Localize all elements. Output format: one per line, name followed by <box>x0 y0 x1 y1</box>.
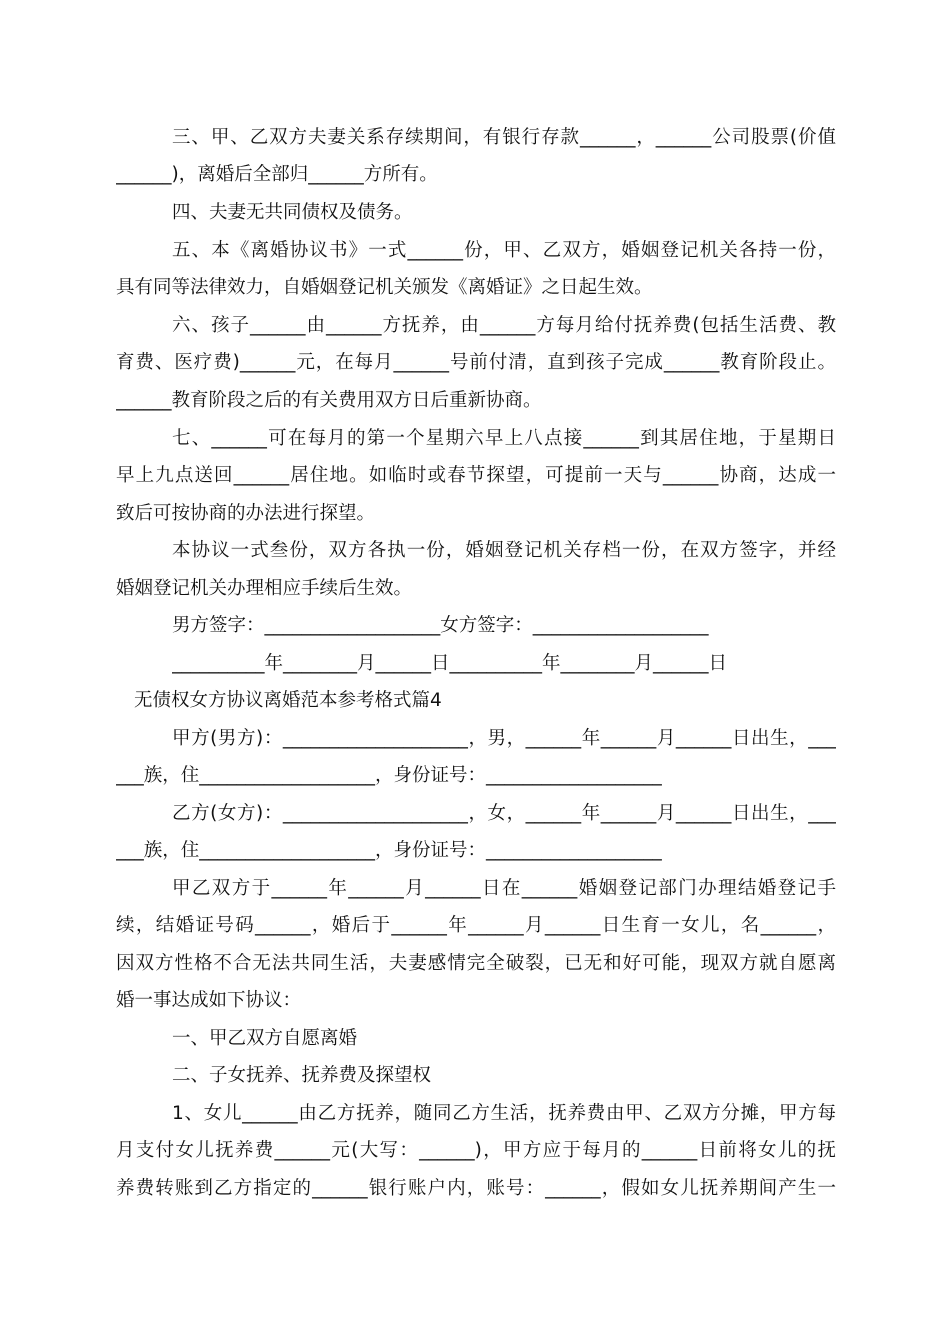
date-line: __________年________月______日__________年________月______日 <box>172 653 728 674</box>
text-line: 月支付女儿抚养费______元(大写：______)，甲方应于每月的______日前将女儿的抚 <box>116 1140 836 1161</box>
text-line: 六、孩子______由______方抚养，由______方每月给付抚养费(包括生活费、教 <box>172 315 836 336</box>
text-line: 婚姻登记机关办理相应手续后生效。 <box>116 578 413 599</box>
text-line: 一、甲乙双方自愿离婚 <box>172 1028 358 1049</box>
text-line: ______教育阶段之后的有关费用双方日后重新协商。 <box>116 390 542 411</box>
text-line: 甲乙双方于______年______月______日在______婚姻登记部门办理结婚登记手 <box>172 878 836 899</box>
text-line: ______)，离婚后全部归______方所有。 <box>116 164 438 185</box>
text-line: 甲方(男方)：____________________，男，______年______月______日出生，___ <box>172 728 836 749</box>
text-line: 因双方性格不合无法共同生活，夫妻感情完全破裂，已无和好可能，现双方就自愿离 <box>116 953 836 974</box>
text-line: 本协议一式叁份，双方各执一份，婚姻登记机关存档一份，在双方签字，并经 <box>172 540 836 561</box>
text-line: ___族，住___________________，身份证号：___________________ <box>116 765 662 786</box>
text-line: 具有同等法律效力，自婚姻登记机关颁发《离婚证》之日起生效。 <box>116 277 653 298</box>
text-line: 二、子女抚养、抚养费及探望权 <box>172 1065 432 1086</box>
text-line: 婚一事达成如下协议： <box>116 990 302 1011</box>
text-line: 七、______可在每月的第一个星期六早上八点接______到其居住地，于星期日 <box>172 428 836 449</box>
text-line: ___族，住___________________，身份证号：___________________ <box>116 840 662 861</box>
text-line: 致后可按协商的办法进行探望。 <box>116 503 376 524</box>
text-line: 早上九点送回______居住地。如临时或春节探望，可提前一天与______协商，达成一 <box>116 465 836 486</box>
section-title: 无债权女方协议离婚范本参考格式篇4 <box>134 690 442 711</box>
text-line: 养费转账到乙方指定的______银行账户内，账号：______，假如女儿抚养期间产生一 <box>116 1178 836 1199</box>
text-line: 四、夫妻无共同债权及债务。 <box>172 202 413 223</box>
text-line: 乙方(女方)：____________________，女，______年______月______日出生，___ <box>172 803 836 824</box>
text-line: 三、甲、乙双方夫妻关系存续期间，有银行存款______，______公司股票(价值 <box>172 127 836 148</box>
text-line: 1、女儿______由乙方抚养，随同乙方生活，抚养费由甲、乙双方分摊，甲方每 <box>172 1103 836 1124</box>
text-line: 育费、医疗费)______元，在每月______号前付清，直到孩子完成______教育阶段止。 <box>116 352 836 373</box>
signature-line: 男方签字：___________________女方签字：___________________ <box>172 615 709 636</box>
text-line: 五、本《离婚协议书》一式______份，甲、乙双方，婚姻登记机关各持一份， <box>172 240 836 261</box>
text-line: 续，结婚证号码______，婚后于______年______月______日生育一女儿，名______， <box>116 915 836 936</box>
